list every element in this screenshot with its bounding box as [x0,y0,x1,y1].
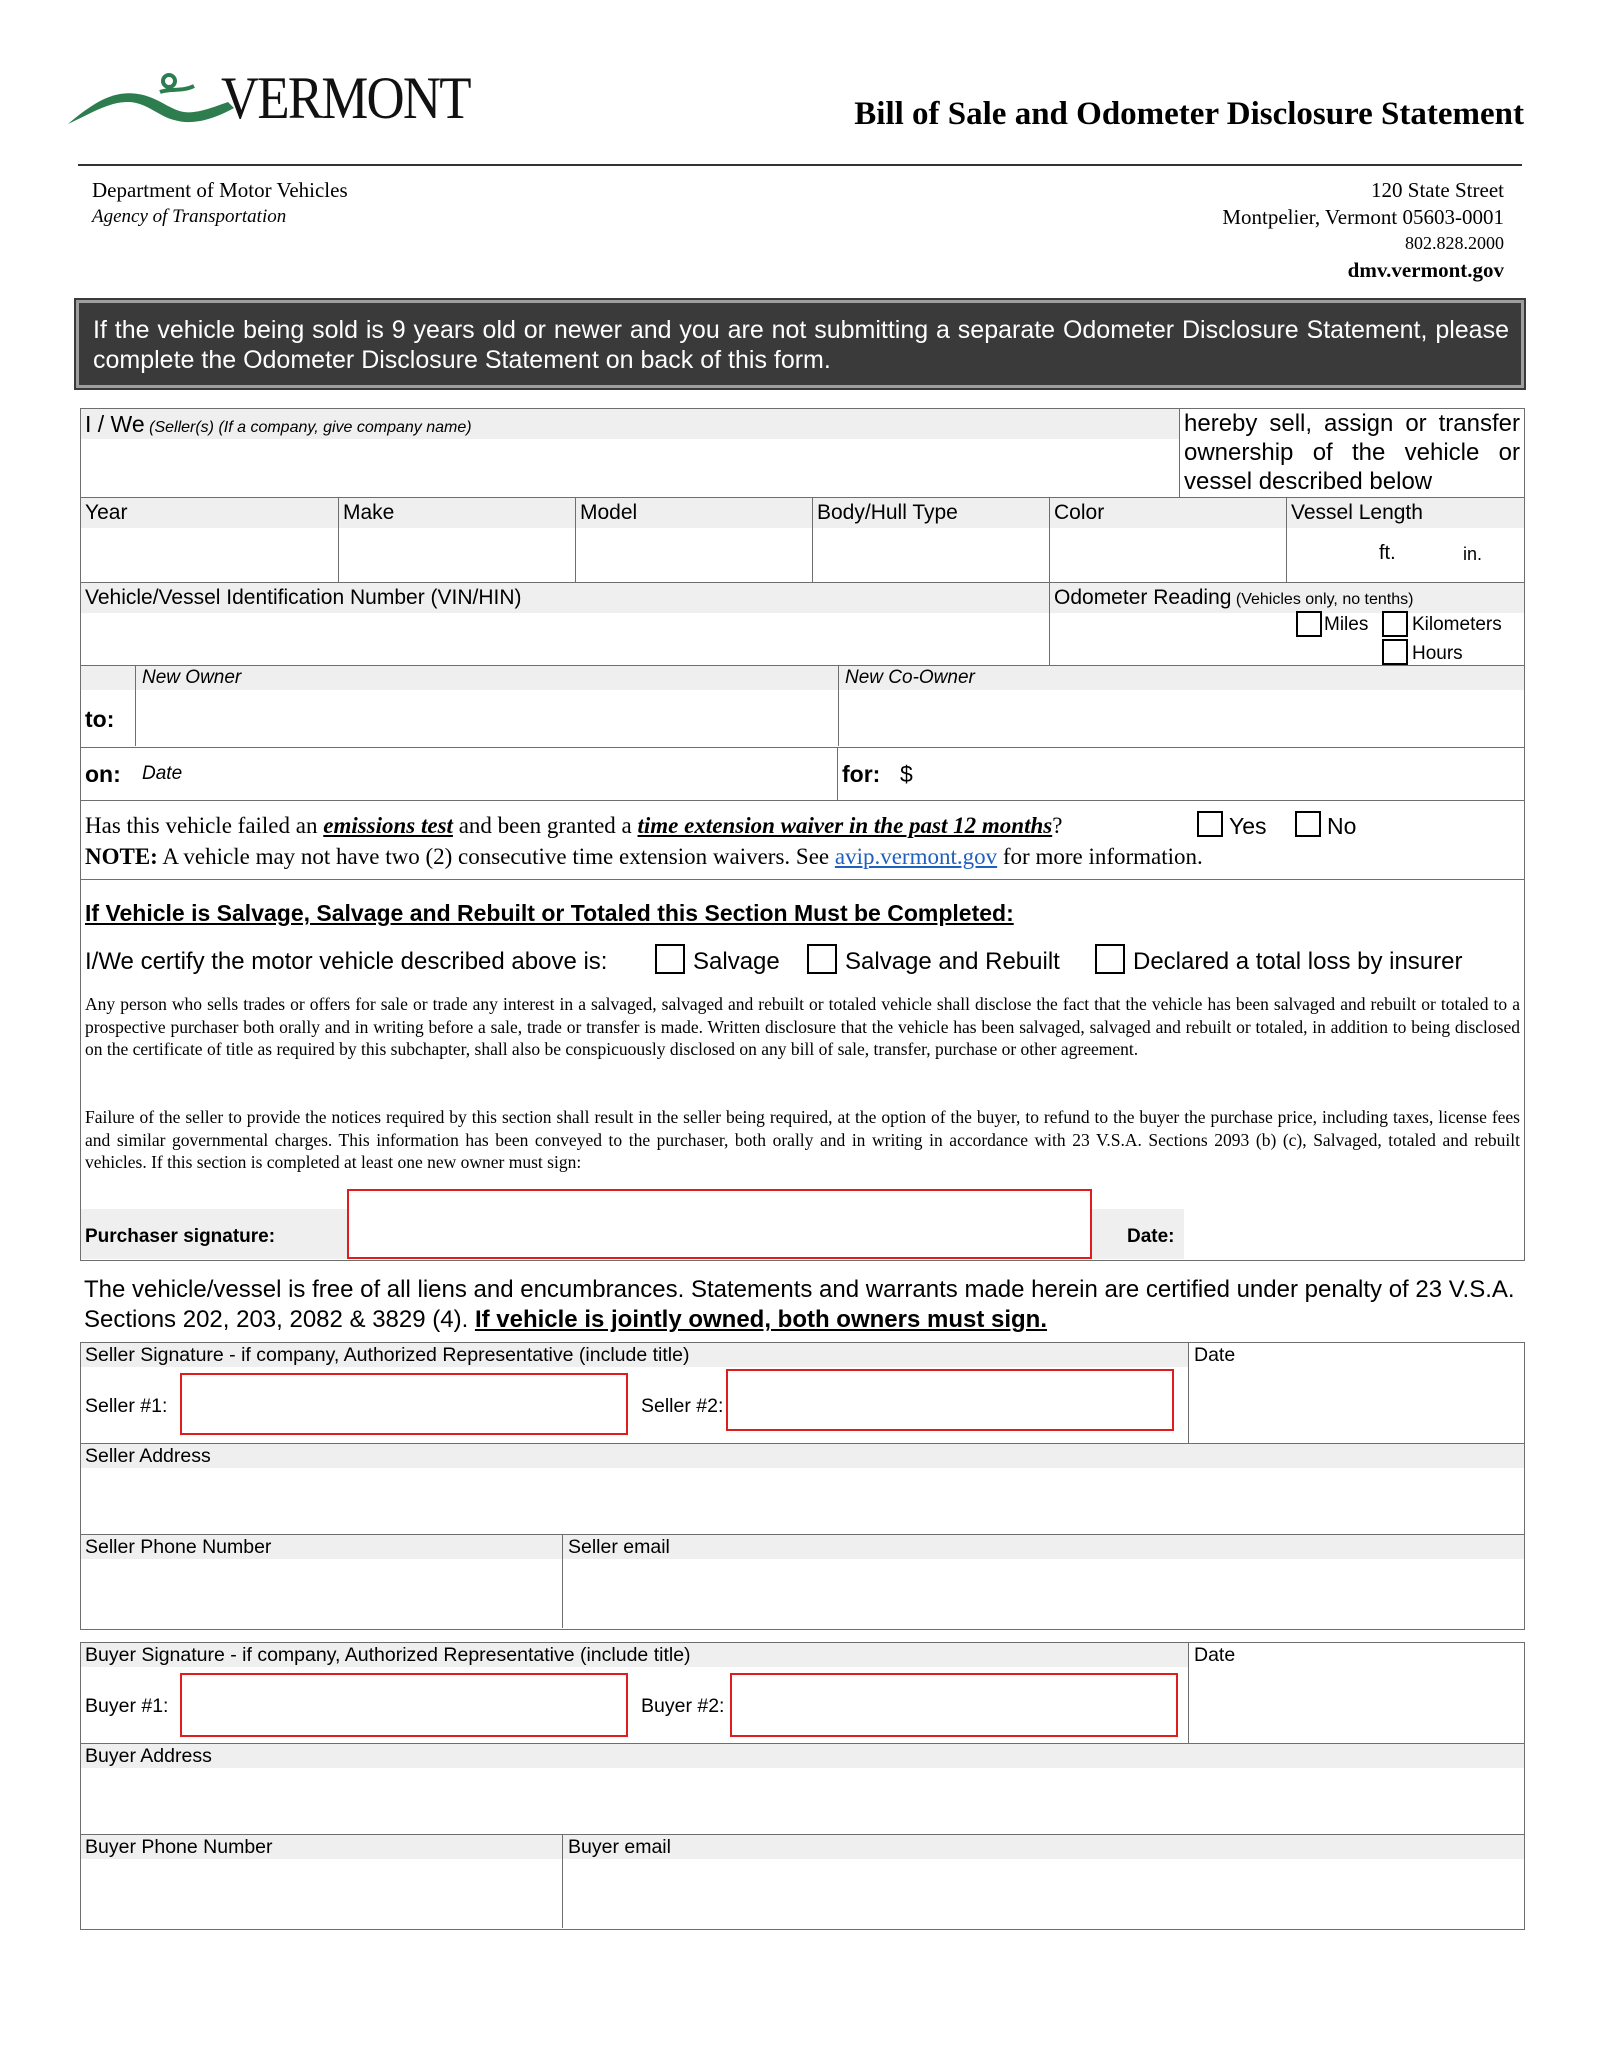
buyer-signature-section [80,1642,1525,1930]
salvage-certify-label: I/We certify the motor vehicle described above is: [85,948,608,975]
kilometers-label: Kilometers [1412,614,1502,635]
salvage-rebuilt-option-label: Salvage and Rebuilt [845,948,1060,975]
seller-address-label: Seller Address [85,1445,211,1467]
mountain-logo-icon [66,72,246,134]
dept-name: Department of Motor Vehicles [92,178,348,202]
year-label: Year [85,501,128,524]
new-owner-field[interactable] [135,666,918,746]
emissions-question: Has this vehicle failed an emissions test and been granted a time extension waiver in the past 12 months? [85,813,1063,838]
vermont-logo [66,65,506,134]
new-owner-label: New Owner [142,667,242,688]
to-row [80,665,1525,748]
logo-wordmark: VERMONT [221,65,470,131]
seller-email-label: Seller email [568,1536,670,1558]
buyer-email-label: Buyer email [568,1836,671,1858]
total-loss-option-label: Declared a total loss by insurer [1133,948,1463,975]
make-label: Make [343,501,395,524]
purchaser-signature-field[interactable] [347,1189,1092,1259]
salvage-disclosure-paragraph: Any person who sells trades or offers for sale or trade any interest in a salvaged, salvaged and rebuilt or totaled vehicle shall disclose the fact that the vehicle has been salvaged and rebuilt or totaled to a prospective purchaser both orally and in writing before a sale, trade or transfer is made. Written disclosure that the vehicle has been salvaged, salvaged and rebuilt or totaled, in addition to being disclosed on the certificate of title as required by this subchapter, shall also be conspicuously disclosed on any bill of sale, transfer, purchase or other agreement. [85,994,1520,1059]
header-divider [78,164,1522,166]
salvage-option-label: Salvage [693,948,780,975]
inches-unit: in. [1463,544,1483,564]
liens-statement: The vehicle/vessel is free of all liens and encumbrances. Statements and warrants made herein are certified under penalty of 23 V.S.A. Sections 202, 203, 2082 & 3829 (4). If vehicle is jointly owned, both owners must sign. [84,1276,1515,1333]
date-label: Date [142,763,183,784]
model-field[interactable] [575,497,813,583]
emissions-no-label: No [1327,813,1357,839]
buyer-address-field[interactable] [81,1743,1524,1834]
purchaser-date-label: Date: [1127,1226,1175,1247]
color-label: Color [1054,501,1105,524]
buyer-signature-label: Buyer Signature - if company, Authorized Representative (include title) [85,1644,691,1666]
transfer-statement-cell [1179,408,1525,498]
emissions-section [80,800,1525,880]
transfer-statement: hereby sell, assign or transfer ownership of the vehicle or vessel described below [1184,410,1520,495]
buyer-2-label: Buyer #2: [641,1695,725,1717]
seller-2-signature-field[interactable] [726,1369,1174,1431]
dmv-phone: 802.828.2000 [1405,233,1504,253]
odometer-field[interactable] [1049,582,1525,666]
seller-phone-label: Seller Phone Number [85,1536,272,1558]
salvage-refund-paragraph: Failure of the seller to provide the notices required by this section shall result in the seller being required, at the option of the buyer, to refund to the buyer the purchase price, including taxes, license fees and similar governmental charges. This information has been conveyed to the purchaser, both orally and in writing in accordance with 23 V.S.A. Sections 2093 (b) (c), Salvaged, totaled and rebuilt vehicles. If this section is completed at least one new owner must sign: [85,1107,1520,1172]
dmv-website: dmv.vermont.gov [1347,258,1504,282]
seller-1-label: Seller #1: [85,1395,168,1417]
miles-label: Miles [1324,614,1369,635]
buyer-2-signature-field[interactable] [730,1673,1178,1737]
body-type-field[interactable] [812,497,1050,583]
emissions-note: NOTE: A vehicle may not have two (2) consecutive time extension waivers. See avip.vermont.gov for more information. [85,844,1203,869]
seller-2-label: Seller #2: [641,1395,724,1417]
seller-name-sublabel: (Seller(s) (If a company, give company name) [149,419,472,436]
to-label: to: [85,706,115,732]
avip-link[interactable]: avip.vermont.gov [834,844,998,869]
year-field[interactable] [80,497,339,583]
buyer-date-label: Date [1194,1644,1236,1666]
odometer-sublabel: (Vehicles only, no tenths) [1235,591,1414,608]
model-label: Model [580,501,638,524]
address-street: 120 State Street [1371,178,1504,202]
miles-checkbox[interactable] [1296,611,1322,637]
seller-name-label: I / We [85,411,145,437]
salvage-checkbox[interactable] [655,944,685,974]
on-label: on: [85,761,121,787]
seller-phone-field[interactable] [81,1534,563,1628]
vin-field[interactable] [80,582,1050,666]
vessel-length-label: Vessel Length [1291,501,1423,524]
seller-address-field[interactable] [81,1443,1524,1534]
price-field[interactable] [837,747,1525,801]
notice-banner [76,300,1524,388]
form-title: Bill of Sale and Odometer Disclosure Statement [854,96,1524,132]
address-city: Montpelier, Vermont 05603-0001 [1222,205,1504,229]
odometer-label: Odometer Reading [1054,586,1232,609]
notice-banner-text: If the vehicle being sold is 9 years old or newer and you are not submitting a separate Odometer Disclosure Statement, please complete the Odometer Disclosure Statement on back of this form. [93,316,1509,374]
seller-signature-label: Seller Signature - if company, Authorized Representative (include title) [85,1344,690,1366]
on-date-field[interactable] [80,747,838,801]
body-type-label: Body/Hull Type [817,501,958,524]
make-field[interactable] [338,497,576,583]
buyer-phone-field[interactable] [81,1834,563,1928]
feet-unit: ft. [1379,542,1396,564]
hours-label: Hours [1412,643,1463,664]
for-label: for: [842,761,881,787]
emissions-yes-label: Yes [1229,813,1267,839]
purchaser-signature-label: Purchaser signature: [85,1226,276,1247]
seller-name-cell[interactable] [80,408,1180,498]
new-co-owner-label: New Co-Owner [845,667,975,688]
seller-signature-section [80,1342,1525,1630]
buyer-address-label: Buyer Address [85,1745,212,1767]
hours-checkbox[interactable] [1382,639,1408,665]
seller-1-signature-field[interactable] [180,1373,628,1435]
buyer-date-field[interactable] [1188,1643,1524,1743]
vessel-length-field[interactable] [1286,497,1525,583]
color-field[interactable] [1049,497,1287,583]
emissions-yes-checkbox[interactable] [1197,811,1223,837]
new-co-owner-field[interactable] [838,666,1524,746]
vin-label: Vehicle/Vessel Identification Number (VIN/HIN) [85,586,522,609]
salvage-section [80,879,1525,1261]
dollar-sign: $ [900,761,913,787]
buyer-1-signature-field[interactable] [180,1673,628,1737]
kilometers-checkbox[interactable] [1382,611,1408,637]
seller-date-field[interactable] [1188,1343,1524,1443]
buyer-email-field[interactable] [563,1834,1524,1928]
salvage-rebuilt-checkbox[interactable] [807,944,837,974]
salvage-heading: If Vehicle is Salvage, Salvage and Rebuilt or Totaled this Section Must be Completed: [85,900,1014,926]
buyer-phone-label: Buyer Phone Number [85,1836,273,1858]
seller-email-field[interactable] [563,1534,1524,1628]
emissions-no-checkbox[interactable] [1295,811,1321,837]
seller-date-label: Date [1194,1344,1236,1366]
total-loss-checkbox[interactable] [1095,944,1125,974]
agency-name: Agency of Transportation [92,206,287,227]
buyer-1-label: Buyer #1: [85,1695,169,1717]
